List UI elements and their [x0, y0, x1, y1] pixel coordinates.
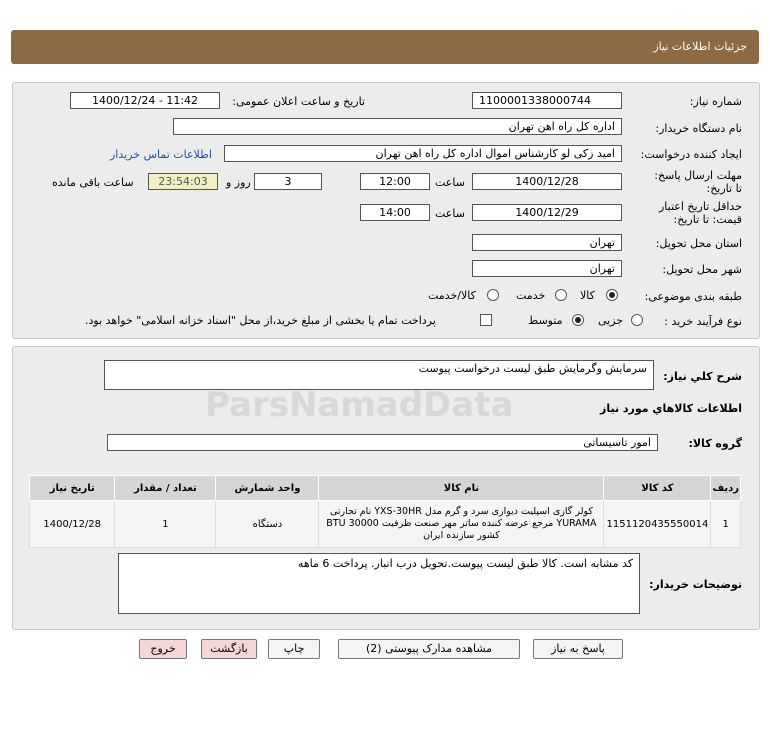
buyer-org-label: نام دستگاه خریدار: [655, 122, 742, 135]
category-service-radio[interactable] [555, 289, 567, 301]
buyer-notes-label: توضیحات خریدار: [649, 578, 742, 591]
announce-datetime-label: تاریخ و ساعت اعلان عمومی: [232, 95, 365, 108]
validity-date-field: 1400/12/29 [472, 204, 622, 221]
cell-qty: 1 [115, 501, 216, 548]
required-goods-info-title: اطلاعات کالاهاي مورد نياز [600, 402, 742, 415]
delivery-city-field: تهران [472, 260, 622, 277]
reply-date-field: 1400/12/28 [472, 173, 622, 190]
cell-date: 1400/12/28 [30, 501, 115, 548]
price-validity-label: حداقل تاریخ اعتبار قیمت: تا تاریخ: [658, 200, 742, 226]
reply-to-need-button[interactable]: پاسخ به نیاز [533, 639, 623, 659]
back-button[interactable]: بازگشت [201, 639, 257, 659]
col-row: ردیف [711, 476, 741, 501]
goods-table [29, 475, 741, 548]
category-service-label: خدمت [516, 289, 546, 302]
remaining-time-label: ساعت باقی مانده [52, 176, 134, 189]
process-minor-radio[interactable] [631, 314, 643, 326]
print-button[interactable]: چاپ [268, 639, 320, 659]
category-goods-radio[interactable] [606, 289, 618, 301]
table-row [30, 501, 741, 548]
buyer-org-field: اداره کل راه اهن تهران [173, 118, 622, 135]
cell-row: 1 [711, 501, 741, 548]
request-creator-field: امید زکی لو کارشناس اموال اداره کل راه اهن تهران [224, 145, 622, 162]
cell-name: کولر گازی اسپلیت دیواری سرد و گرم مدل YXS-30HR نام تجارتی YURAMA مرجع عرضه کننده ساتر مهر صنعت ظرفیت 30000 BTU کشور سازنده ایران [319, 501, 604, 548]
goods-group-field: امور تاسیساتی [107, 434, 658, 451]
announce-datetime-field: 1400/12/24 - 11:42 [70, 92, 220, 109]
process-minor-label: جزیی [598, 314, 624, 327]
goods-table-header [30, 476, 741, 501]
reply-time-label: ساعت [435, 176, 465, 189]
buyer-contact-link[interactable]: اطلاعات تماس خریدار [110, 148, 212, 161]
need-number-label: شماره نیاز: [689, 95, 742, 108]
delivery-province-field: تهران [472, 234, 622, 251]
remaining-days-field: 3 [254, 173, 322, 190]
delivery-province-label: استان محل تحویل: [655, 237, 742, 250]
process-medium-label: متوسط [528, 314, 563, 327]
exit-button[interactable]: خروج [139, 639, 187, 659]
general-description-label: شرح کلي نياز: [663, 370, 742, 383]
buyer-notes-field: کد مشابه است. کالا طبق لیست پیوست.تحویل درب انبار. پرداخت 6 ماهه [118, 553, 640, 614]
general-description-field: سرمایش وگرمایش طبق لیست درخواست پیوست [104, 360, 654, 390]
request-creator-label: ایجاد کننده درخواست: [640, 148, 742, 161]
reply-time-field: 12:00 [360, 173, 430, 190]
delivery-city-label: شهر محل تحویل: [662, 263, 742, 276]
cell-code: 1151120435550014 [604, 501, 711, 548]
days-label: روز و [226, 176, 251, 189]
validity-time-field: 14:00 [360, 204, 430, 221]
col-name: نام کالا [319, 476, 604, 501]
watermark-brand: ParsNamadData [205, 385, 514, 425]
page-header [11, 30, 759, 64]
page-title: جزئیات اطلاعات نیاز [653, 40, 747, 53]
cell-unit: دستگاه [216, 501, 319, 548]
purchase-process-label: نوع فرآیند خرید : [664, 315, 742, 328]
remaining-time-field: 23:54:03 [148, 173, 218, 190]
category-label: طبقه بندی موضوعی: [644, 290, 742, 303]
goods-group-label: گروه کالا: [688, 437, 742, 450]
col-unit: واحد شمارش [216, 476, 319, 501]
reply-deadline-label: مهلت ارسال پاسخ: تا تاریخ: [654, 169, 742, 195]
col-qty: تعداد / مقدار [115, 476, 216, 501]
treasury-payment-note: پرداخت تمام یا بخشی از مبلغ خرید،از محل "اسناد خزانه اسلامی" خواهد بود. [85, 314, 436, 327]
category-goods-service-radio[interactable] [487, 289, 499, 301]
process-medium-radio[interactable] [572, 314, 584, 326]
need-number-field: 1100001338000744 [472, 92, 622, 109]
category-goods-label: کالا [580, 289, 595, 302]
treasury-payment-checkbox[interactable] [480, 314, 492, 326]
validity-time-label: ساعت [435, 207, 465, 220]
col-code: کد کالا [604, 476, 711, 501]
col-date: تاریخ نیاز [30, 476, 115, 501]
category-goods-service-label: کالا/خدمت [428, 289, 476, 302]
view-attachments-button[interactable]: مشاهده مدارک پیوستی (2) [338, 639, 520, 659]
